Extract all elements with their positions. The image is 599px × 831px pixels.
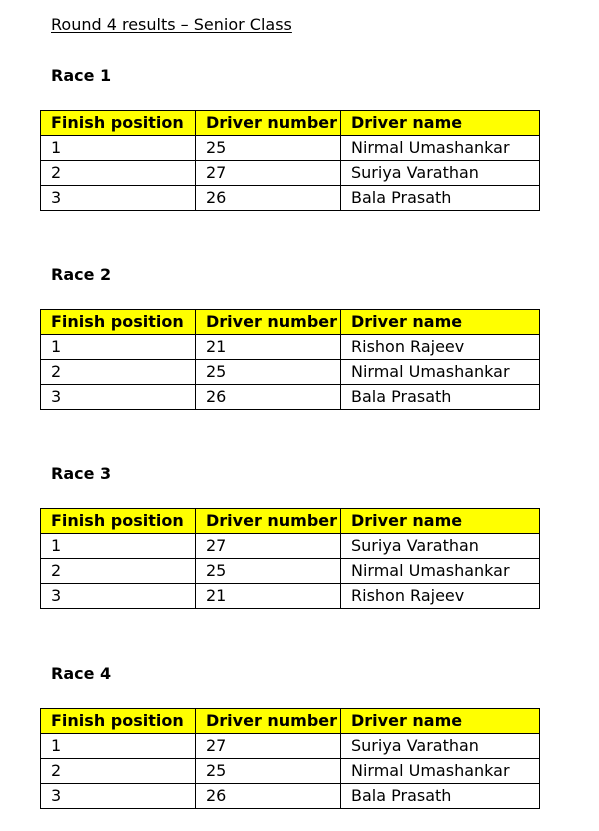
table-row <box>41 559 540 584</box>
driver-name-cell: Nirmal Umashankar <box>341 136 540 161</box>
table-row <box>41 360 540 385</box>
finish-position-cell: 3 <box>41 784 196 809</box>
column-header-driver-name: Driver name <box>341 509 540 534</box>
table-row <box>41 584 540 609</box>
table-row <box>41 161 540 186</box>
column-header-finish-position: Finish position <box>41 709 196 734</box>
table-row <box>41 759 540 784</box>
driver-number-cell: 26 <box>196 186 341 211</box>
finish-position-cell: 2 <box>41 161 196 186</box>
table-header-row <box>41 509 540 534</box>
driver-name-cell: Bala Prasath <box>341 186 540 211</box>
driver-name-cell: Bala Prasath <box>341 784 540 809</box>
finish-position-cell: 1 <box>41 136 196 161</box>
table-row <box>41 335 540 360</box>
column-header-driver-number: Driver number <box>196 310 341 335</box>
driver-number-cell: 27 <box>196 734 341 759</box>
driver-name-cell: Bala Prasath <box>341 385 540 410</box>
driver-number-cell: 25 <box>196 360 341 385</box>
driver-name-cell: Nirmal Umashankar <box>341 759 540 784</box>
driver-name-cell: Suriya Varathan <box>341 534 540 559</box>
driver-number-cell: 21 <box>196 335 341 360</box>
results-table <box>40 110 540 211</box>
column-header-finish-position: Finish position <box>41 111 196 136</box>
driver-name-cell: Rishon Rajeev <box>341 584 540 609</box>
finish-position-cell: 2 <box>41 759 196 784</box>
column-header-driver-number: Driver number <box>196 709 341 734</box>
table-row <box>41 734 540 759</box>
race-heading: Race 4 <box>51 664 112 683</box>
finish-position-cell: 1 <box>41 734 196 759</box>
finish-position-cell: 1 <box>41 534 196 559</box>
race-heading: Race 3 <box>51 464 112 483</box>
race-heading: Race 2 <box>51 265 112 284</box>
results-table <box>40 309 540 410</box>
driver-name-cell: Suriya Varathan <box>341 161 540 186</box>
finish-position-cell: 3 <box>41 186 196 211</box>
column-header-driver-name: Driver name <box>341 709 540 734</box>
table-header-row <box>41 709 540 734</box>
column-header-driver-name: Driver name <box>341 111 540 136</box>
driver-name-cell: Nirmal Umashankar <box>341 559 540 584</box>
column-header-finish-position: Finish position <box>41 509 196 534</box>
driver-number-cell: 27 <box>196 534 341 559</box>
column-header-driver-number: Driver number <box>196 111 341 136</box>
driver-number-cell: 26 <box>196 784 341 809</box>
table-header-row <box>41 310 540 335</box>
driver-number-cell: 27 <box>196 161 341 186</box>
table-row <box>41 385 540 410</box>
finish-position-cell: 3 <box>41 385 196 410</box>
table-row <box>41 186 540 211</box>
column-header-finish-position: Finish position <box>41 310 196 335</box>
table-header-row <box>41 111 540 136</box>
driver-name-cell: Rishon Rajeev <box>341 335 540 360</box>
driver-number-cell: 25 <box>196 759 341 784</box>
results-table <box>40 508 540 609</box>
driver-number-cell: 26 <box>196 385 341 410</box>
page-title: Round 4 results – Senior Class <box>51 15 292 34</box>
table-row <box>41 534 540 559</box>
driver-number-cell: 25 <box>196 559 341 584</box>
driver-number-cell: 25 <box>196 136 341 161</box>
table-row <box>41 136 540 161</box>
driver-name-cell: Suriya Varathan <box>341 734 540 759</box>
results-table <box>40 708 540 809</box>
finish-position-cell: 1 <box>41 335 196 360</box>
finish-position-cell: 2 <box>41 559 196 584</box>
table-row <box>41 784 540 809</box>
finish-position-cell: 2 <box>41 360 196 385</box>
driver-number-cell: 21 <box>196 584 341 609</box>
column-header-driver-name: Driver name <box>341 310 540 335</box>
race-heading: Race 1 <box>51 66 112 85</box>
column-header-driver-number: Driver number <box>196 509 341 534</box>
driver-name-cell: Nirmal Umashankar <box>341 360 540 385</box>
finish-position-cell: 3 <box>41 584 196 609</box>
